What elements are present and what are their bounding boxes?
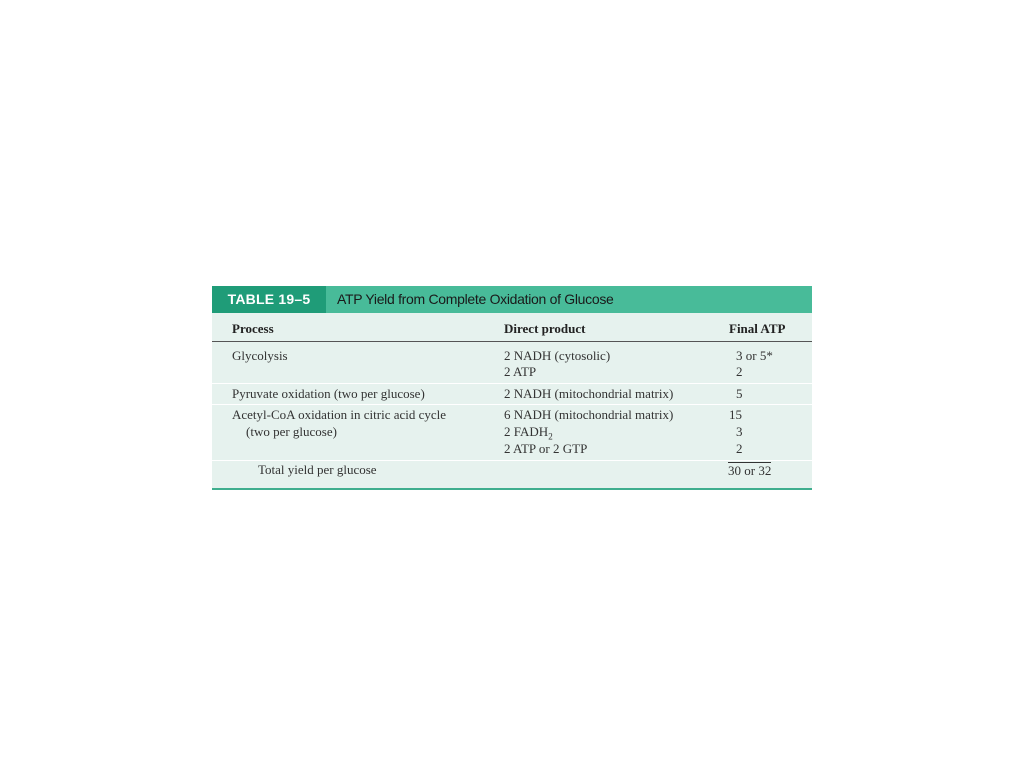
header-final-atp: Final ATP [729, 321, 786, 336]
total-label: Total yield per glucose [258, 462, 377, 477]
row-acetyl-coa-process-line-1: Acetyl-CoA oxidation in citric acid cycle [232, 407, 447, 422]
row-glycolysis-product-1: 2 NADH (cytosolic) [504, 348, 611, 363]
table-title: ATP Yield from Complete Oxidation of Glucose [337, 291, 614, 307]
row-glycolysis-atp-2: 2 [736, 364, 743, 379]
row-pyruvate-process: Pyruvate oxidation (two per glucose) [232, 386, 425, 401]
row-divider [212, 383, 812, 384]
row-acetyl-coa-product-3: 2 ATP or 2 GTP [504, 441, 588, 456]
row-glycolysis-atp-1: 3 or 5* [736, 348, 773, 363]
atp-yield-table [212, 286, 812, 490]
row-glycolysis-product-2: 2 ATP [504, 364, 537, 379]
header-rule [212, 341, 812, 342]
row-acetyl-coa-atp-3: 2 [736, 441, 743, 456]
row-glycolysis-process: Glycolysis [232, 348, 288, 363]
row-acetyl-coa-atp-2: 3 [736, 424, 743, 439]
row-acetyl-coa-process-line-2: (two per glucose) [246, 424, 337, 439]
row-pyruvate-product-1: 2 NADH (mitochondrial matrix) [504, 386, 674, 401]
header-direct-product: Direct product [504, 321, 586, 336]
table-number: TABLE 19–5 [212, 286, 326, 313]
total-value: 30 or 32 [728, 463, 772, 478]
header-process: Process [232, 321, 274, 336]
row-acetyl-coa-product-1: 6 NADH (mitochondrial matrix) [504, 407, 674, 422]
row-acetyl-coa-product-2: 2 $FADH_2$ [504, 424, 553, 442]
row-divider [212, 460, 812, 461]
table-banner [212, 286, 812, 313]
row-acetyl-coa-atp-1: 15 [729, 407, 742, 422]
row-divider [212, 404, 812, 405]
fadh-subscript: 2 [548, 431, 553, 442]
row-pyruvate-atp-1: 5 [736, 386, 743, 401]
